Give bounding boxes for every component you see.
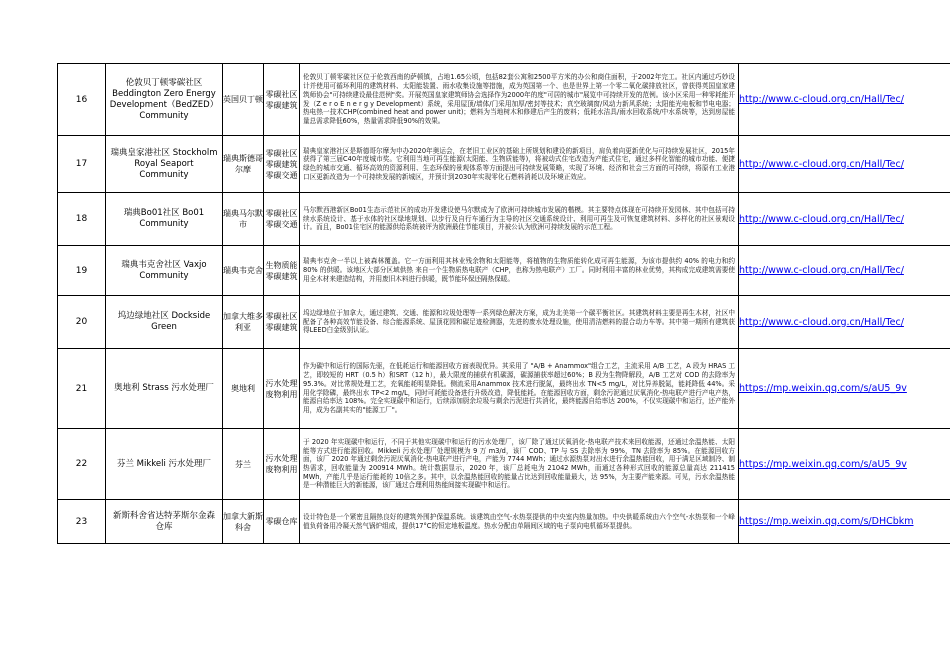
project-link[interactable]: http://www.c-cloud.org.cn/Hall/Tec/: [739, 316, 904, 328]
project-location: 英国贝丁顿: [223, 64, 264, 136]
project-description: 伦敦贝丁顿零碳社区位于伦敦西南的萨顿镇，占地1.65公顷，包括82套公寓和2500平方米的办公和商住面积，于2002年完工。社区内通过巧妙设计并使用可循环利用的建筑材料、太阳能装置、雨水收集设施等措施，成为英国第一个、也是世界上第一个零二氧化碳排放社区，曾获得英国皇家建筑师协会"可持续建设最佳范例"奖。开展英国皇家建筑师协会选择作为2000年的度"可居的城市"展览中可持续开发的范例。该小区采用一种零耗能开发（Z e r o E n e r g y Development）系统，采用屋顶/墙体/门采用加厚/密封等技术；真空玻璃窗/风动力新风系统；太阳能光电板和节电电器；热电热一技术CHP(combined heat and power unit)；燃料为当地树木和修建后产生的废料；低耗水洁具/雨水回收系统/中水系统等，达到房屋能量总需求降低60%，热量需求降低90%的效果。: [300, 64, 739, 136]
project-link-cell: [739, 349, 950, 429]
project-type: 零碳仓库: [264, 500, 300, 544]
project-description: 马尔默西港新区Bo01生态示范社区的成功开发建设使马尔默成为了欧洲可持续城市发展的楷模。其主要特点体现在可持续开发园林、其中包括可持续水系统设计、基于水体的社区绿地规划、以步行及自行车通行为主导的社区交通系统设计、利用可再生及可恢复建筑材料、多样化的社区景观设计。而且，Bo01住宅区的能源供给系统被评为欧洲最佳节能项目，并被公认为欧洲可持续发展的示范工程。: [300, 193, 739, 246]
project-location: 奥地利: [223, 349, 264, 429]
table-row: [58, 296, 950, 349]
row-number: 20: [58, 296, 106, 349]
project-location: 加拿大新斯科舍: [223, 500, 264, 544]
row-number: 17: [58, 136, 106, 193]
table-row: [58, 500, 950, 544]
project-type: 零碳社区 零碳建筑 零碳交通: [264, 136, 300, 193]
case-table: [57, 63, 950, 544]
project-type: 零碳社区 零碳建筑: [264, 64, 300, 136]
project-type: 污水处理 废物利用: [264, 429, 300, 500]
row-number: 18: [58, 193, 106, 246]
project-name: 伦敦贝丁顿零碳社区 Beddington Zero Energy Development（BedZED） Community: [106, 64, 223, 136]
project-location: 瑞典斯德哥尔摩: [223, 136, 264, 193]
project-description: 作为碳中和运行的国际先驱，在低耗运行和能源回收方面表现优异。其采用了 "A/B + Anammox"组合工艺，主流采用 A/B 工艺，A 段为 HRAS 工艺，即较短的 HRT（0.5 h）和SRT（12 h），最大限度的捕获有机碳源，碳源捕获率超过60%；B 段为生物降解段，A/B 工艺对 COD 的去除率为 95.3%。对比常规处理工艺，充氧能耗明显降低。侧流采用Anammox 技术进行脱氮，最终出水 TN<5 mg/L，对比异养脱氮，能耗降低 44%。采用化学除磷，最终出水 TP<2 mg/L，同时可耗能设备进行升级改造，降低能耗。在能源回收方面，剩余污泥通过厌氧消化-热电联产进行产电产热，能源自给率达 108%。完全实现碳中和运行，后续添加厨余垃圾与剩余污泥进行共消化，最终能源自给率达 200%，不仅实现碳中和运行，还产能外用，成为名副其实的"能源工厂"。: [300, 349, 739, 429]
table-row: [58, 193, 950, 246]
table-row: [58, 246, 950, 296]
project-location: 瑞典马尔默市: [223, 193, 264, 246]
project-description: 坞边绿地位于加拿大，通过建筑、交通、能源和垃圾处理等一系列绿色解决方案，成为北美第一个碳平衡社区。其建筑材料主要是再生木材，社区中配备了各种高效节能设备、综合能源系统、屋顶花园和碳足迹检测器，先进的废水处理设施，使用清洁燃料的混合动力车等。其中第一期所有建筑获得LEED白金级别认证。: [300, 296, 739, 349]
project-description: 于 2020 年实现碳中和运行，不同于其他实现碳中和运行的污水处理厂，该厂除了通过厌氧消化-热电联产技术来回收能源，还通过余温热能、太阳能等方式进行能源回收。Mikkeli 污水处理厂处理规模为 9 万 m3/d，该厂 COD、TP 与 SS 去除率为 99%，TN 去除率为 85%。在能源回收方面，该厂 2020 年通过剩余污泥厌氧消化-热电联产进行产电，产能为 7744 MWh；通过水源热泵对出水进行余温热能回收，用于满足区域制冷、制热需求，回收能量为 200914 MWh。统计数据显示，2020 年，该厂总耗电为 21042 MWh，而通过各种形式回收的能源总量高达 211415 MWh，产能几乎是运行能耗的 10倍之多。其中，以余温热能回收的能量占比达到回收能量最大，达 95%，为主要产能来源。可见，污水余温热能是一种潜能巨大的新能源，该厂通过合理利用热能间接实现碳中和运行。: [300, 429, 739, 500]
project-link-cell: [739, 296, 950, 349]
project-type: 零碳社区 零碳建筑: [264, 296, 300, 349]
table-row: [58, 429, 950, 500]
project-link-cell: [739, 193, 950, 246]
table-row: [58, 349, 950, 429]
project-type: 零碳社区 零碳交通: [264, 193, 300, 246]
project-link-cell: [739, 429, 950, 500]
project-name: 奥地利 Strass 污水处理厂: [106, 349, 223, 429]
project-name: 瑞典皇家港社区 Stockholm Royal Seaport Community: [106, 136, 223, 193]
project-type: 生物质能 零碳建筑: [264, 246, 300, 296]
row-number: 22: [58, 429, 106, 500]
project-location: 加拿大维多利亚: [223, 296, 264, 349]
project-name: 芬兰 Mikkeli 污水处理厂: [106, 429, 223, 500]
project-link[interactable]: https://mp.weixin.qq.com/s/aU5_9v: [739, 383, 907, 394]
project-link[interactable]: http://www.c-cloud.org.cn/Hall/Tec/: [739, 94, 904, 105]
project-description: 设计特色是一个紧密且隔热良好的建筑外围护保温系统。该建筑由空气-水热泵提供的中央室内热量加热。中央供暖系统由六个空气-水热泵和一个峰值负荷备用冷凝天然气锅炉组成，提供17°C的恒定地板温度。热水分配由单隔间区域的电子泵向电机循环泵提供。: [300, 500, 739, 544]
project-name: 坞边绿地社区 Dockside Green: [106, 296, 223, 349]
project-type: 污水处理 废物利用: [264, 349, 300, 429]
project-link[interactable]: http://www.c-cloud.org.cn/Hall/Tec/: [739, 265, 904, 276]
project-name: 瑞典Bo01社区 Bo01 Community: [106, 193, 223, 246]
project-link-cell: [739, 136, 950, 193]
row-number: 23: [58, 500, 106, 544]
project-link-cell: [739, 64, 950, 136]
project-link[interactable]: http://www.c-cloud.org.cn/Hall/Tec/: [739, 213, 904, 225]
project-location: 瑞典韦克舍: [223, 246, 264, 296]
project-link[interactable]: http://www.c-cloud.org.cn/Hall/Tec/: [739, 158, 904, 170]
row-number: 21: [58, 349, 106, 429]
project-description: 瑞典韦克舍一半以上被森林覆盖。它一方面利用其林业残余物和太阳能等，将植物的生物质能转化成可再生能源，为该市提供约 40% 的电力和约 80% 的供暖。该地区大部分区域供热 来自一个生物质热电联产（CHP，也称为热电联产）工厂。同时利用丰富的林业优势，其构成完成建筑需要使用全木材来建造结构，并用废旧木料进行供暖，既节能环保还隔热保暖。: [300, 246, 739, 296]
project-name: 瑞典韦克舍社区 Vaxjo Community: [106, 246, 223, 296]
table-row: [58, 64, 950, 136]
project-link[interactable]: https://mp.weixin.qq.com/s/DHCbkm: [739, 516, 914, 527]
project-name: 新斯科舍省达特茅斯尔金森仓库: [106, 500, 223, 544]
project-description: 瑞典皇家港社区是斯德哥尔摩为申办2020年奥运会，在老旧工业区的基础上所规划和建设的新项目，肩负着向更新优化与可持续发展社区，2015年获得了第三届C40年度城市奖。它利用当地可再生能源(太阳能、生物质能等)，将被动式住宅改造为产能式住宅，通过多样化智能的城市功能、便捷绿色的城市交通、循环高效的资源利用、生态环保的景观体系等方面提出可持续发展策略，实现了环境、经济和社会三方面的可持续，将原有工业港口区更新改造为一个可持续发展的新城区，并预计到2030年实现零化石燃料消耗以及环境正效应。: [300, 136, 739, 193]
project-link-cell: [739, 246, 950, 296]
project-link-cell: [739, 500, 950, 544]
row-number: 19: [58, 246, 106, 296]
table-row: [58, 136, 950, 193]
project-link[interactable]: https://mp.weixin.qq.com/s/aU5_9v: [739, 458, 907, 470]
row-number: 16: [58, 64, 106, 136]
project-location: 芬兰: [223, 429, 264, 500]
